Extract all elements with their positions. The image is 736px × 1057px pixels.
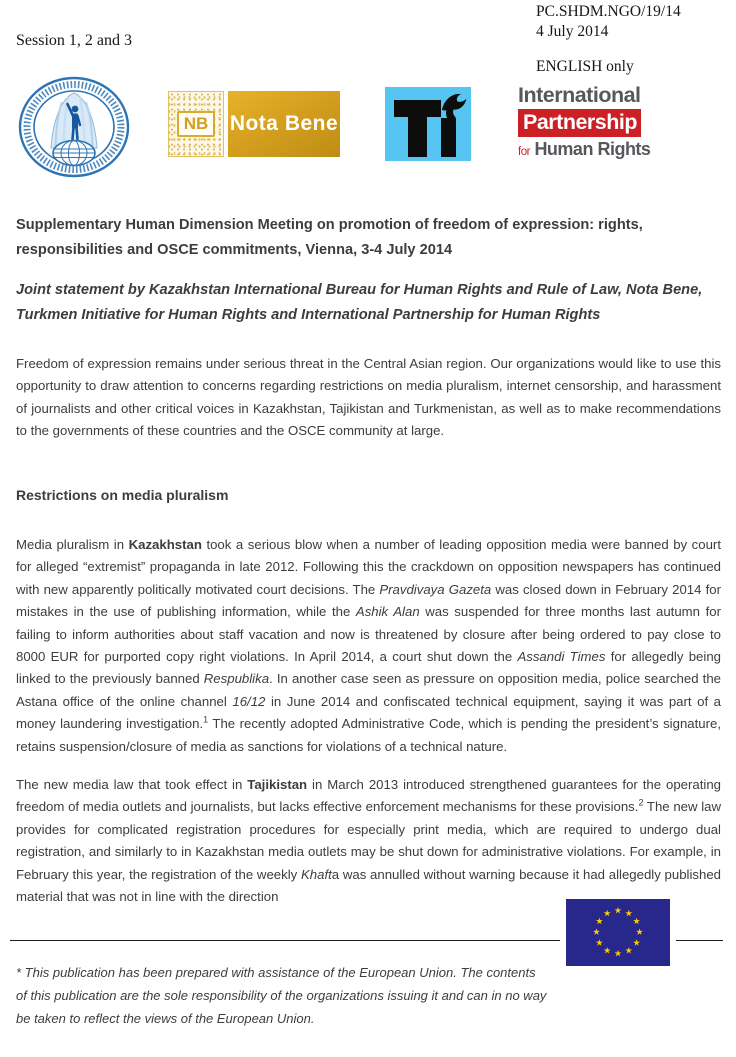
iphr-line1: International (518, 83, 641, 107)
nota-bene-logo (168, 91, 340, 157)
document-title: Supplementary Human Dimension Meeting on promotion of freedom of expression: rights, responsibilities and OSCE commitments, Vienna, 3-4 July 2014 (16, 217, 643, 258)
kibhr-emblem-icon (18, 76, 130, 178)
iphr-line3-main: Human Rights (534, 139, 651, 159)
iphr-line2: Partnership (518, 109, 641, 138)
iphr-line3 (518, 140, 684, 159)
doc-reference-block (536, 2, 681, 42)
nota-bene-wordmark: Nota Bene (228, 91, 340, 157)
footnote-text: * This publication has been prepared with assistance of the European Union. The contents of this publication are the sole responsibility of the organizations issuing it and can in no way be taken to reflect the views of the European Union. (16, 965, 547, 1026)
paragraph-kazakhstan: Media pluralism in Kazakhstan took a serious blow when a number of leading opposition media were banned by court for alleged “extremist” propaganda in late 2012. Following this the crackdown on opposition newspapers has continued with new apparently politically motivated court decisions. The Pravdivaya Gazeta was closed down in February 2014 for mistakes in the use of publishing information, while the Ashik Alan was suspended for three months last autumn for failing to inform authorities about staff vacation and now is threatened by closure after being ordered to pay close to 8000 EUR for purported copy right violations. In April 2014, a court shut down the Assandi Times for allegedly being linked to the previously banned Respublika. In another case seen as pressure on opposition media, police searched the Astana office of the online channel 16/12 in June 2014 and confiscated technical equipment, saying it was part of a money laundering investigation.$^1$ The recently adopted Administrative Code, which is pending the president’s signature, retains suspension/closure of media as sanctions for violations of a technical nature. (16, 537, 721, 754)
kibhr-logo-icon (18, 76, 130, 178)
iphr-line3-prefix: for (518, 146, 530, 158)
session-label: Session 1, 2 and 3 (16, 32, 132, 49)
doc-reference: PC.SHDM.NGO/19/14 (536, 3, 681, 20)
doc-date: 4 July 2014 (536, 23, 609, 40)
ti-bird-icon (385, 87, 471, 161)
turkmen-initiative-logo-icon (385, 87, 471, 161)
nota-bene-abbr: NB (177, 111, 216, 137)
section-heading: Restrictions on media pluralism (16, 487, 229, 503)
eu-flag-icon (566, 899, 670, 966)
iphr-logo (518, 85, 684, 165)
paragraph-tajikistan: The new media law that took effect in Tajikistan in March 2013 introduced strengthened guarantees for the operating freedom of media outlets and journalists, but lacks effective enforcement mechanisms for these provisions.$^2$ The new law provides for complicated registration procedures for especially print media, which are required to undergo dual registration, and similarly to in Kazakhstan media outlets may be shut down for administrative violations. For example, in February this year, the registration of the weekly Khafta was annulled without warning because it had allegedly published material that was not in line with the direction (16, 777, 721, 905)
eu-stars-icon (566, 899, 670, 966)
nota-bene-nb-icon (168, 91, 224, 157)
document-subtitle: Joint statement by Kazakhstan International Bureau for Human Rights and Rule of Law, Nota Bene, Turkmen Initiative for Human Rights and International Partnership for Human Rights (16, 282, 703, 323)
paragraph-intro: Freedom of expression remains under serious threat in the Central Asian region. Our organizations would like to use this opportunity to draw attention to concerns regarding restrictions on media pluralism, internet censorship, and harassment of journalists and other critical voices in Kazakhstan, Tajikistan and Turkmenistan, as well as to make recommendations to the governments of these countries and the OSCE community at large. (16, 356, 721, 439)
language-note: ENGLISH only (536, 58, 634, 75)
